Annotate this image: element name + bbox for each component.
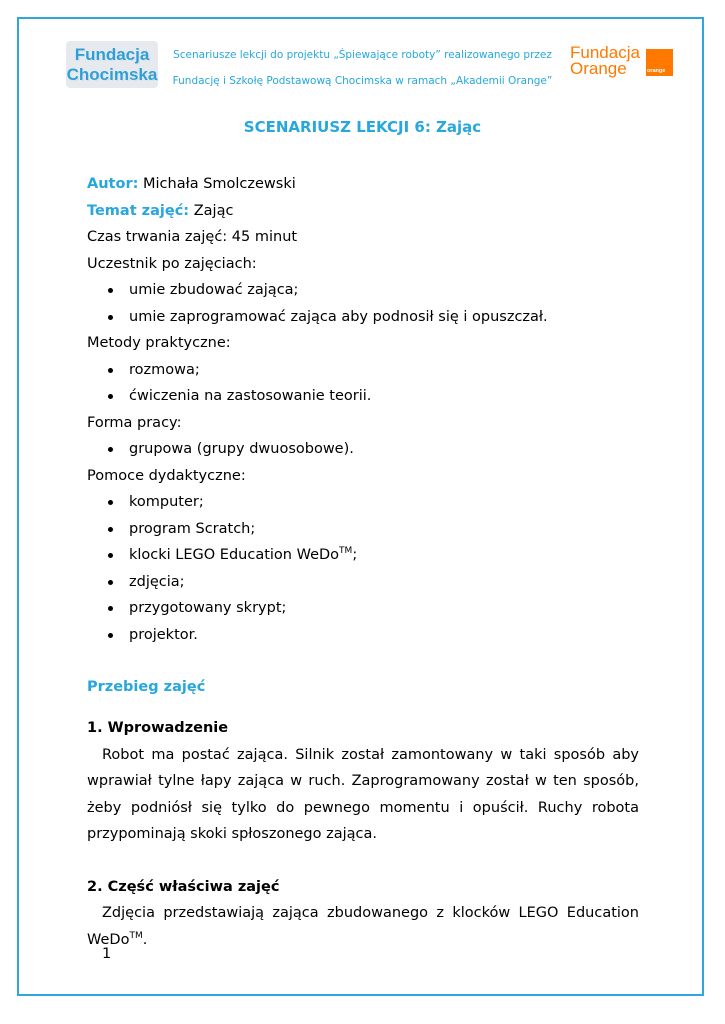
author-label: Autor: [87, 176, 139, 192]
author-value: Michała Smolczewski [143, 176, 296, 192]
fundacja-orange-logo [570, 45, 680, 85]
form-label: Forma pracy: [87, 414, 182, 431]
list-item: umie zbudować zająca; [87, 277, 639, 304]
duration-line: Czas trwania zajęć: 45 minut [87, 229, 298, 245]
logo-right-line1: Fundacja [570, 43, 640, 62]
header-line2: Fundację i Szkołę Podstawową Chocimska w ramach „Akademii Orange” [172, 75, 553, 87]
orange-badge-label: orange [647, 68, 666, 74]
header-text [170, 42, 555, 94]
list-item: ćwiczenia na zastosowanie teorii. [87, 383, 639, 410]
document-title: SCENARIUSZ LEKCJI 6: Zając [243, 118, 482, 136]
methods-label: Metody praktyczne: [87, 335, 231, 351]
orange-badge [646, 49, 673, 76]
list-item: grupowa (grupy dwuosobowe). [87, 436, 639, 463]
logo-left-line2: Chocimska [66, 64, 158, 84]
wedo-suffix: ; [352, 547, 358, 563]
outcomes-list [87, 277, 639, 330]
list-item: komputer; [87, 489, 639, 516]
list-item: przygotowany skrypt; [87, 595, 639, 622]
list-item: projektor. [87, 622, 639, 649]
section2-suffix: . [142, 931, 148, 948]
methods-list [87, 357, 639, 410]
list-item: zdjęcia; [87, 569, 639, 596]
wedo-text: klocki LEGO Education WeDo [129, 547, 340, 563]
section2-text [87, 900, 639, 953]
section1-text: Robot ma postać zająca. Silnik został zamontowany w taki sposób aby wprawiał tylne łapy zająca w ruch. Zaprogramowany został w ten sposób, żeby podniósł się tylko do pewnego momentu i opuścił. Ruchy robota przypominają skoki spłoszonego zająca. [87, 746, 639, 842]
list-item: program Scratch; [87, 516, 639, 543]
aids-list [87, 489, 639, 648]
spacer [87, 848, 639, 874]
fundacja-chocimska-logo [66, 41, 158, 88]
logo-left-line1: Fundacja [74, 44, 150, 64]
author-line [87, 171, 639, 198]
header-line1: Scenariusze lekcji do projektu „Śpiewające roboty” realizowanego przez [173, 49, 552, 61]
trademark-sup: TM [339, 546, 353, 557]
list-item: rozmowa; [87, 357, 639, 384]
page-number: 1 [102, 946, 112, 962]
aids-label: Pomoce dydaktyczne: [87, 467, 246, 484]
logo-right-text [570, 45, 645, 77]
logo-right-line2: Orange [570, 59, 627, 78]
topic-value: Zając [193, 202, 234, 219]
topic-label: Temat zajęć: [87, 202, 190, 219]
form-list [87, 436, 639, 463]
trademark-sup: TM [129, 930, 143, 941]
list-item: umie zaprogramować zająca aby podnosił się i opuszczał. [87, 304, 639, 331]
document-body [87, 171, 639, 953]
topic-line [87, 198, 639, 225]
course-heading: Przebieg zajęć [87, 679, 206, 695]
section1-title: 1. Wprowadzenie [87, 720, 229, 736]
section2-title: 2. Część właściwa zajęć [87, 878, 280, 895]
outcomes-label: Uczestnik po zajęciach: [87, 255, 257, 272]
list-item [87, 542, 639, 569]
section2-body: Zdjęcia przedstawiają zająca zbudowanego z klocków LEGO Education WeDo [87, 905, 639, 948]
